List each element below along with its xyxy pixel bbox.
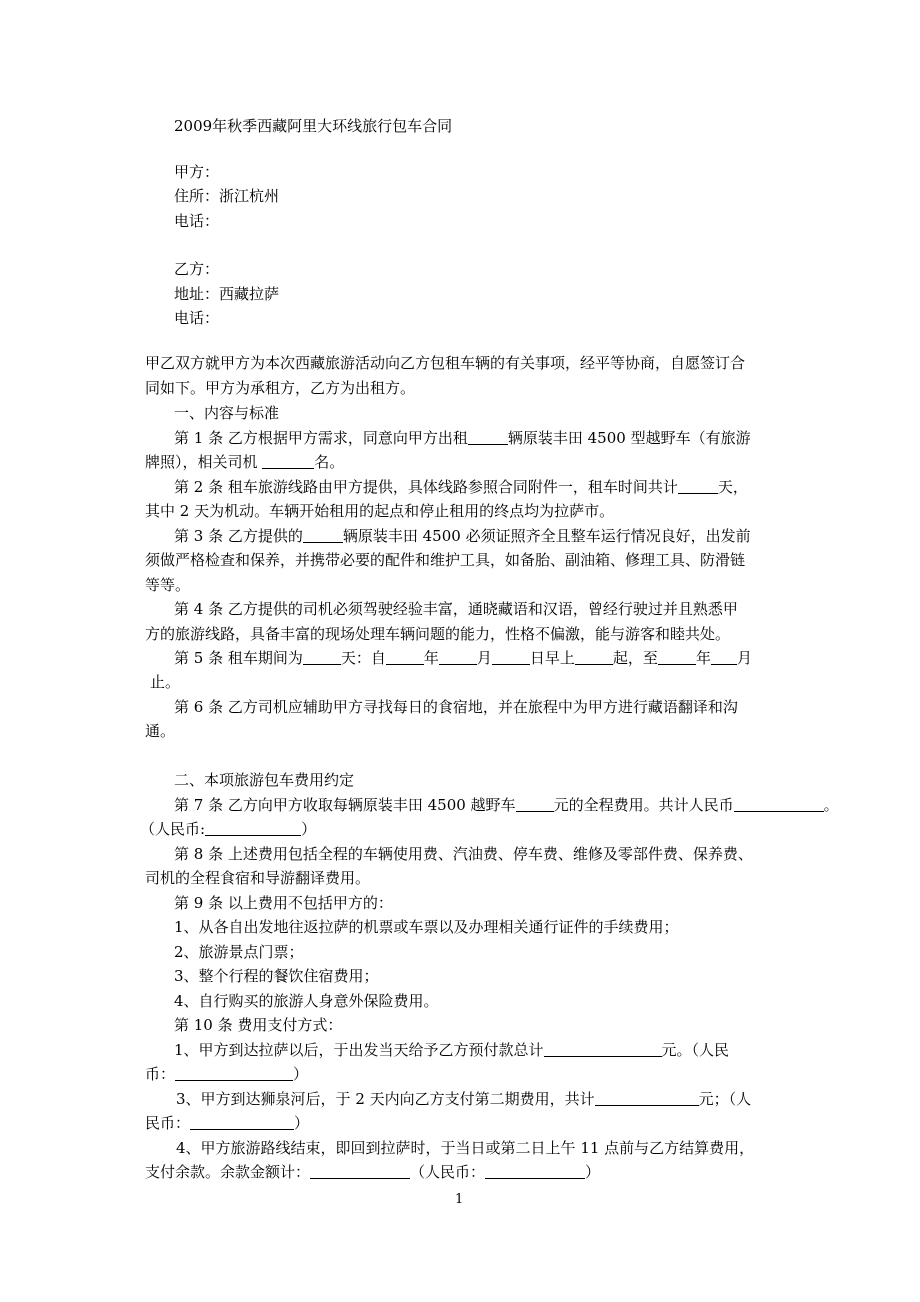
party-b-address: 地址：西藏拉萨: [174, 285, 280, 303]
rental-days-blank: [678, 479, 718, 494]
party-a-phone: 电话：: [174, 212, 220, 230]
article-1-line-2: 牌照），相关司机 名。: [145, 453, 345, 471]
second-payment-uppercase-blank: [190, 1115, 294, 1130]
total-rmb-blank: [734, 797, 824, 812]
exclusion-item-4: 4、自行购买的旅游人身意外保险费用。: [174, 992, 439, 1010]
start-year-blank: [386, 650, 424, 665]
balance-blank: [310, 1164, 410, 1179]
article-2-line-1: 第 2 条 租车旅游线路由甲方提供，具体线路参照合同附件一，租车时间共计 天，: [174, 478, 748, 496]
page-number: 1: [455, 1192, 464, 1207]
article-7-line-2: （人民币: ）: [140, 820, 317, 838]
article-3-line-3: 等等。: [145, 576, 191, 594]
payment-1-line-1: 1、甲方到达拉萨以后，于出发当天给予乙方预付款总计 元。（人民: [174, 1041, 730, 1059]
article-5-line-1: 第 5 条 租车期间为 天：自 年 月 日早上 起，至 年 月: [174, 649, 752, 667]
vehicle-count-blank-2: [303, 528, 343, 543]
payment-4-line-1: 4、甲方旅游路线结束，即回到拉萨时，于当日或第二日上午 11 点前与乙方结算费用，: [176, 1139, 755, 1157]
payment-3-line-1: 3、甲方到达狮泉河后，于 2 天内向乙方支付第二期费用，共计 元；（人: [176, 1090, 752, 1108]
exclusion-item-3: 3、整个行程的餐饮住宿费用；: [174, 967, 379, 985]
party-b-phone: 电话：: [174, 309, 220, 327]
exclusion-item-1: 1、从各自出发地往返拉萨的机票或车票以及办理相关通行证件的手续费用；: [174, 918, 679, 936]
start-time-blank: [575, 650, 613, 665]
intro-line-1: 甲乙双方就甲方为本次西藏旅游活动向乙方包租车辆的有关事项，经平等协商，自愿签订合: [145, 354, 746, 372]
article-10-heading: 第 10 条 费用支付方式：: [174, 1016, 343, 1034]
article-8-line-1: 第 8 条 上述费用包括全程的车辆使用费、汽油费、停车费、维修及零部件费、保养费、: [174, 845, 753, 863]
payment-1-line-2: 币： ）: [145, 1065, 309, 1083]
price-per-vehicle-blank: [516, 797, 554, 812]
intro-line-2: 同如下。甲方为承租方，乙方为出租方。: [145, 379, 416, 397]
party-b-label: 乙方：: [174, 260, 220, 278]
end-month-blank: [711, 650, 737, 665]
article-9-heading: 第 9 条 以上费用不包括甲方的：: [174, 894, 393, 912]
article-3-line-1: 第 3 条 乙方提供的 辆原装丰田 4500 必须证照齐全且整车运行情况良好，出发前: [174, 527, 751, 545]
article-6-line-1: 第 6 条 乙方司机应辅助甲方寻找每日的食宿地，并在旅程中为甲方进行藏语翻译和沟: [174, 698, 738, 716]
second-payment-blank: [595, 1091, 699, 1106]
exclusion-item-2: 2、旅游景点门票；: [174, 943, 304, 961]
article-4-line-2: 方的旅游线路，具备丰富的现场处理车辆问题的能力，性格不偏激，能与游客和睦共处。: [145, 625, 731, 643]
payment-3-line-2: 民币： ）: [145, 1114, 310, 1132]
period-days-blank: [303, 650, 341, 665]
party-a-label: 甲方：: [174, 163, 220, 181]
article-7-line-1: 第 7 条 乙方向甲方收取每辆原装丰田 4500 越野车 元的全程费用。共计人民币 。: [174, 796, 839, 814]
contract-title: 2009年秋季西藏阿里大环线旅行包车合同: [174, 117, 453, 135]
article-5-line-2: 止。: [150, 673, 181, 691]
start-day-blank: [492, 650, 530, 665]
section-2-heading: 二、本项旅游包车费用约定: [174, 771, 355, 789]
end-year-blank: [658, 650, 696, 665]
party-a-address: 住所：浙江杭州: [174, 187, 280, 205]
article-8-line-2: 司机的全程食宿和导游翻译费用。: [145, 869, 371, 887]
article-3-line-2: 须做严格检查和保养，并携带必要的配件和维护工具，如备胎、副油箱、修理工具、防滑链: [145, 551, 746, 569]
prepayment-uppercase-blank: [175, 1066, 293, 1081]
article-1-line-1: 第 1 条 乙方根据甲方需求，同意向甲方出租 辆原装丰田 4500 型越野车（有旅游: [174, 429, 751, 447]
payment-4-line-2: 支付余款。余款金额计： （人民币： ）: [145, 1163, 601, 1181]
balance-uppercase-blank: [485, 1164, 585, 1179]
start-month-blank: [439, 650, 477, 665]
article-6-line-2: 通。: [145, 722, 176, 740]
article-4-line-1: 第 4 条 乙方提供的司机必须驾驶经验丰富，通晓藏语和汉语，曾经行驶过并且熟悉甲: [174, 600, 738, 618]
section-1-heading: 一、内容与标准: [174, 404, 280, 422]
prepayment-blank: [544, 1042, 662, 1057]
vehicle-count-blank: [468, 430, 508, 445]
driver-count-blank: [262, 454, 314, 469]
article-2-line-2: 其中 2 天为机动。车辆开始租用的起点和停止租用的终点均为拉萨市。: [145, 502, 615, 520]
total-rmb-uppercase-blank: [205, 821, 301, 836]
